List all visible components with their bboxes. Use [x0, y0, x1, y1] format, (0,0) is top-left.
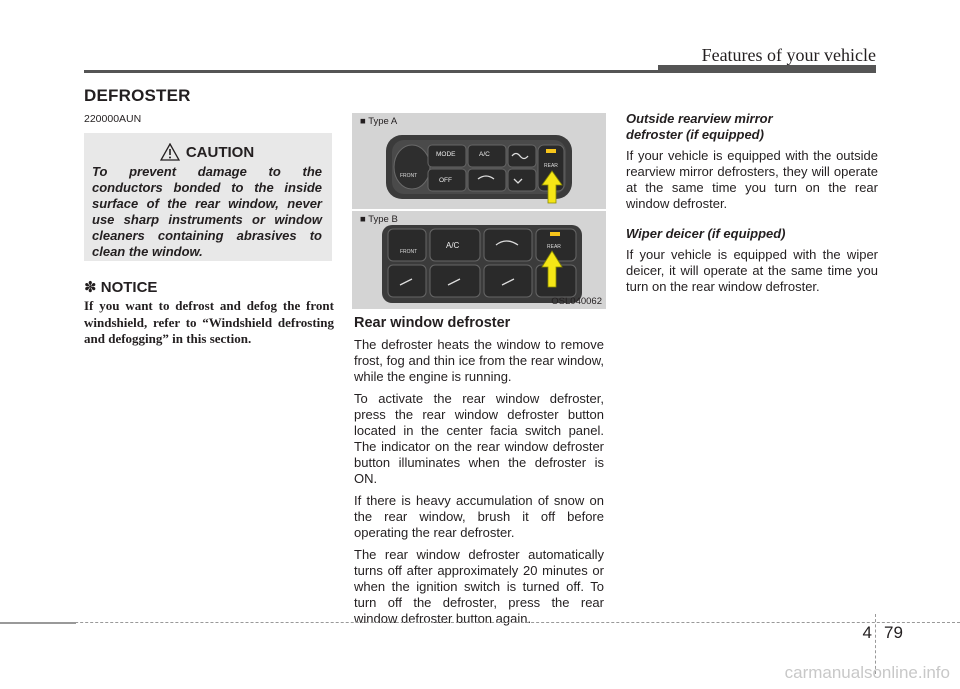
rear-defroster-p4: The rear window defroster automatically turns off after approximately 20 minutes or when the ignition switch is turned off. To turn off the defroster, press the rear window defroster button again.	[354, 547, 604, 626]
warning-triangle-icon	[160, 143, 180, 161]
rear-defroster-p1: The defroster heats the window to remove frost, fog and thin ice from the rear window, while the engine is running.	[354, 337, 604, 384]
footer-rule	[0, 622, 960, 623]
climate-panel-a-illustration	[352, 113, 606, 209]
caution-box	[84, 133, 332, 261]
rear-defroster-p3: If there is heavy accumulation of snow on the rear window, brush it off before operating the rear defroster.	[354, 493, 604, 540]
caution-title: CAUTION	[185, 143, 255, 161]
rear-defroster-title: Rear window defroster	[354, 315, 511, 331]
figure-code: OSL040062	[551, 296, 602, 307]
section-title: DEFROSTER	[84, 86, 191, 105]
climate-panel-b-illustration	[352, 211, 606, 309]
panel-a-ac-label: A/C	[479, 151, 490, 158]
watermark: carmanualsonline.info	[784, 663, 950, 682]
type-a-label: ■ Type A	[360, 116, 398, 127]
panel-b-front-label: FRONT	[400, 249, 418, 255]
type-b-label: ■ Type B	[360, 214, 398, 225]
caution-text: To prevent damage to the conductors bonded to the inside surface of the rear window, never use sharp instruments or window cleaners containing abrasives to clean the window.	[92, 164, 322, 259]
panel-b-rear-label: REAR	[547, 244, 561, 250]
section-code: 220000AUN	[84, 113, 142, 125]
figure-type-b	[352, 211, 606, 309]
page-number-value: 79	[884, 623, 903, 642]
notice-text: If you want to defrost and defog the front windshield, refer to “Windshield defrosting and defogging” in this section.	[84, 298, 334, 346]
panel-a-off-label: OFF	[439, 177, 452, 184]
caution-heading	[92, 143, 322, 161]
chapter-number: 4	[862, 623, 872, 642]
figure-type-a	[352, 113, 606, 209]
running-header: Features of your vehicle	[701, 45, 876, 65]
page-number	[836, 623, 903, 643]
rear-defroster-section	[354, 315, 604, 633]
right-column	[626, 111, 878, 309]
panel-a-front-label: FRONT	[400, 173, 418, 179]
panel-a-mode-label: MODE	[436, 151, 456, 158]
rear-defroster-p2: To activate the rear window defroster, press the rear window defroster button located in the center facia switch panel. The indicator on the rear window defroster button illuminates when the defroster is ON.	[354, 391, 604, 486]
wiper-deicer-title: Wiper deicer (if equipped)	[626, 226, 786, 241]
panel-a-rear-label: REAR	[544, 163, 558, 169]
footer-line	[0, 622, 76, 624]
mirror-defroster-text: If your vehicle is equipped with the outside rearview mirror defrosters, they will operate at the same time you turn on the rear window defroster.	[626, 148, 878, 211]
wiper-deicer-text: If your vehicle is equipped with the wiper deicer, it will operate at the same time you turn on the rear window defroster.	[626, 247, 878, 294]
header-rule	[84, 70, 876, 73]
notice-title: ✽ NOTICE	[84, 279, 158, 296]
mirror-defroster-title: Outside rearview mirror defroster (if equipped)	[626, 111, 773, 142]
panel-b-ac-label: A/C	[446, 241, 460, 250]
